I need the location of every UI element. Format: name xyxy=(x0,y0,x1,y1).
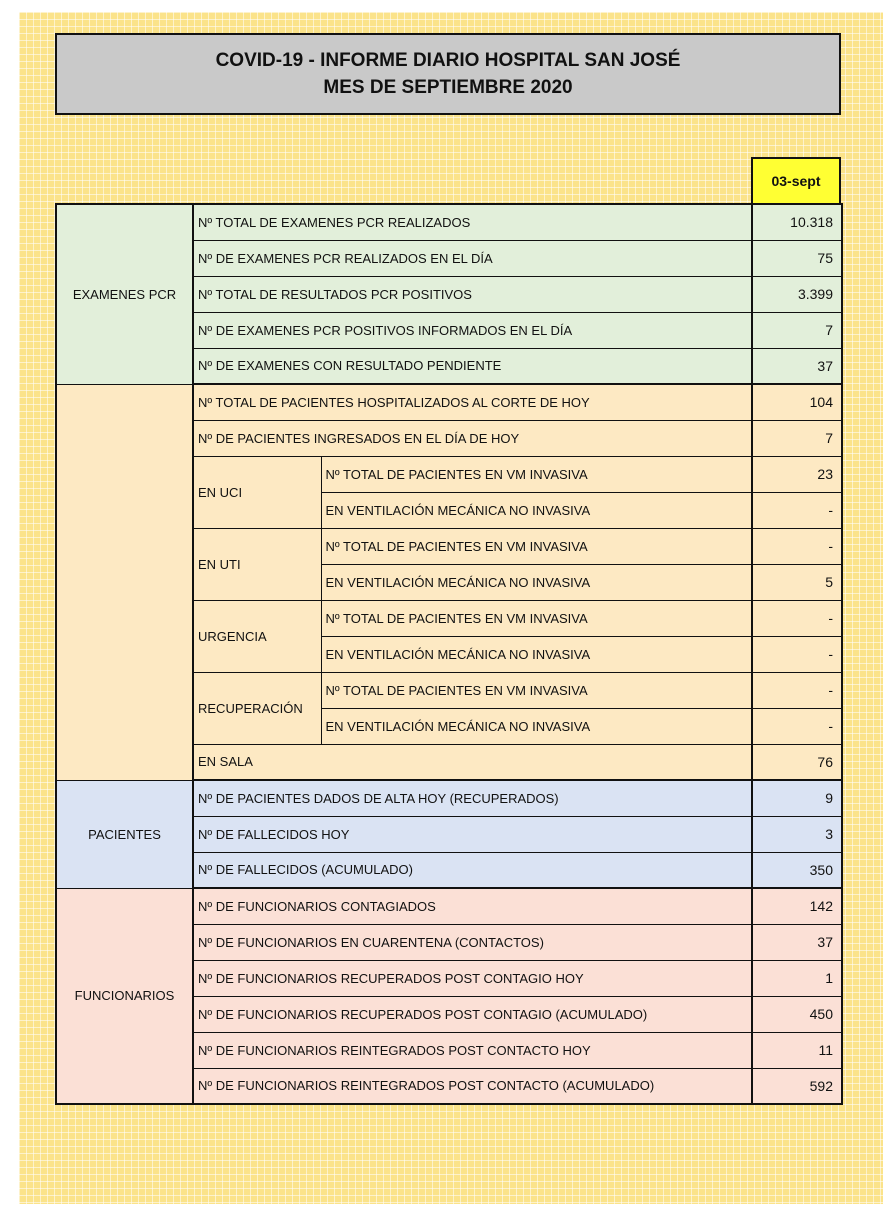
row-value: 75 xyxy=(752,240,842,276)
row-label: Nº DE FUNCIONARIOS REINTEGRADOS POST CONTACTO HOY xyxy=(193,1032,752,1068)
row-value: 37 xyxy=(752,348,842,384)
row-label: Nº DE PACIENTES DADOS DE ALTA HOY (RECUPERADOS) xyxy=(193,780,752,816)
row-label: EN VENTILACIÓN MECÁNICA NO INVASIVA xyxy=(321,564,752,600)
row-label: Nº TOTAL DE RESULTADOS PCR POSITIVOS xyxy=(193,276,752,312)
row-label: Nº DE EXAMENES PCR REALIZADOS EN EL DÍA xyxy=(193,240,752,276)
report-date: 03-sept xyxy=(751,157,841,203)
row-value: 3.399 xyxy=(752,276,842,312)
row-value: 76 xyxy=(752,744,842,780)
row-label: Nº DE EXAMENES PCR POSITIVOS INFORMADOS EN EL DÍA xyxy=(193,312,752,348)
report-subtitle: MES DE SEPTIEMBRE 2020 xyxy=(323,77,573,98)
row-value: 9 xyxy=(752,780,842,816)
row-value: 592 xyxy=(752,1068,842,1104)
row-label: Nº DE EXAMENES CON RESULTADO PENDIENTE xyxy=(193,348,752,384)
row-label: Nº DE FUNCIONARIOS EN CUARENTENA (CONTACTOS) xyxy=(193,924,752,960)
row-value: 104 xyxy=(752,384,842,420)
table-row xyxy=(56,888,842,924)
row-value: - xyxy=(752,528,842,564)
section-hospitalizados xyxy=(56,384,193,780)
row-value: 1 xyxy=(752,960,842,996)
row-value: 11 xyxy=(752,1032,842,1068)
row-value: - xyxy=(752,492,842,528)
section-pacientes: PACIENTES xyxy=(56,780,193,888)
row-value: 350 xyxy=(752,852,842,888)
group-label-urgencia: URGENCIA xyxy=(193,600,321,672)
row-value: 37 xyxy=(752,924,842,960)
report-table xyxy=(55,203,843,1105)
row-label: Nº DE FUNCIONARIOS RECUPERADOS POST CONTAGIO HOY xyxy=(193,960,752,996)
report-title-box xyxy=(55,33,841,115)
row-label: Nº TOTAL DE PACIENTES EN VM INVASIVA xyxy=(321,600,752,636)
row-value: 7 xyxy=(752,312,842,348)
group-label-uci: EN UCI xyxy=(193,456,321,528)
table-row xyxy=(56,204,842,240)
row-value: 450 xyxy=(752,996,842,1032)
row-value: - xyxy=(752,636,842,672)
row-label: EN VENTILACIÓN MECÁNICA NO INVASIVA xyxy=(321,636,752,672)
row-label: Nº TOTAL DE PACIENTES EN VM INVASIVA xyxy=(321,672,752,708)
row-label: Nº TOTAL DE PACIENTES EN VM INVASIVA xyxy=(321,528,752,564)
row-label: Nº TOTAL DE PACIENTES EN VM INVASIVA xyxy=(321,456,752,492)
row-value: 142 xyxy=(752,888,842,924)
row-value: 5 xyxy=(752,564,842,600)
row-label: Nº DE FUNCIONARIOS REINTEGRADOS POST CONTACTO (ACUMULADO) xyxy=(193,1068,752,1104)
row-label: Nº TOTAL DE EXAMENES PCR REALIZADOS xyxy=(193,204,752,240)
table-row xyxy=(56,780,842,816)
row-label: Nº DE FALLECIDOS HOY xyxy=(193,816,752,852)
group-label-uti: EN UTI xyxy=(193,528,321,600)
row-label: Nº DE FALLECIDOS (ACUMULADO) xyxy=(193,852,752,888)
row-value: 3 xyxy=(752,816,842,852)
row-label: Nº DE PACIENTES INGRESADOS EN EL DÍA DE HOY xyxy=(193,420,752,456)
row-label: EN VENTILACIÓN MECÁNICA NO INVASIVA xyxy=(321,708,752,744)
section-examenes-pcr: EXAMENES PCR xyxy=(56,204,193,384)
table-row xyxy=(56,384,842,420)
row-label: Nº DE FUNCIONARIOS CONTAGIADOS xyxy=(193,888,752,924)
row-label: Nº DE FUNCIONARIOS RECUPERADOS POST CONTAGIO (ACUMULADO) xyxy=(193,996,752,1032)
row-label: EN SALA xyxy=(193,744,752,780)
report-title: COVID-19 - INFORME DIARIO HOSPITAL SAN JOSÉ xyxy=(215,50,681,71)
row-value: 23 xyxy=(752,456,842,492)
row-label: EN VENTILACIÓN MECÁNICA NO INVASIVA xyxy=(321,492,752,528)
row-label: Nº TOTAL DE PACIENTES HOSPITALIZADOS AL CORTE DE HOY xyxy=(193,384,752,420)
section-funcionarios: FUNCIONARIOS xyxy=(56,888,193,1104)
row-value: - xyxy=(752,708,842,744)
group-label-recuperacion: RECUPERACIÓN xyxy=(193,672,321,744)
row-value: - xyxy=(752,600,842,636)
row-value: 10.318 xyxy=(752,204,842,240)
row-value: - xyxy=(752,672,842,708)
row-value: 7 xyxy=(752,420,842,456)
